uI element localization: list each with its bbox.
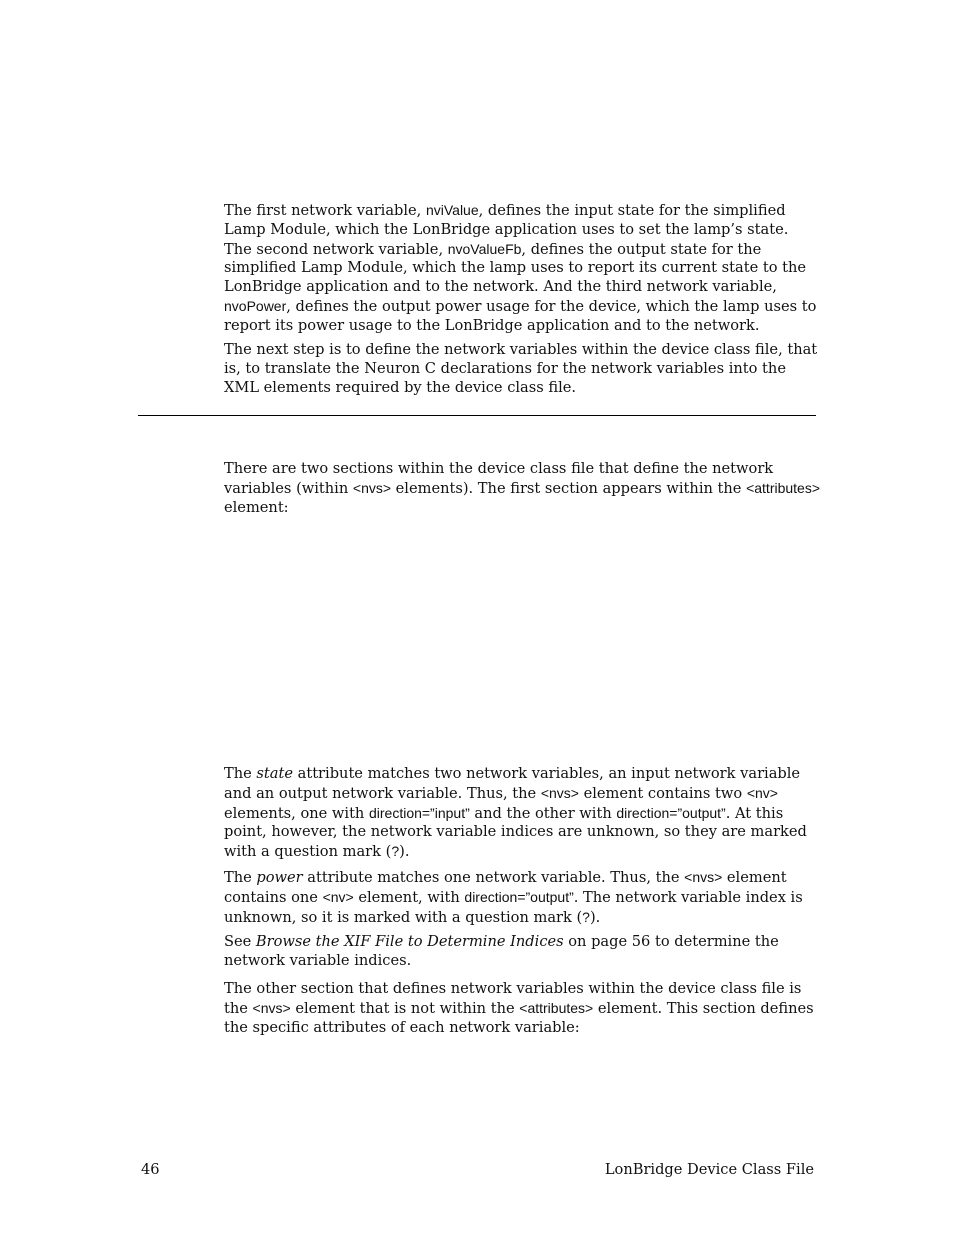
- text: The other section that defines network variables within the device class file is the: [224, 980, 802, 1017]
- text: elements). The first section appears within the: [391, 479, 747, 497]
- text: ).: [399, 843, 410, 861]
- text: elements, one with: [224, 804, 369, 822]
- code-term: <nv>: [322, 888, 354, 905]
- text: element, with: [353, 888, 465, 906]
- text: The: [224, 869, 257, 886]
- code-term: <nvs>: [252, 999, 291, 1016]
- paragraph-power-attribute: [224, 868, 820, 927]
- footer-title: LonBridge Device Class File: [604, 1161, 814, 1178]
- code-term: nviValue: [425, 202, 479, 218]
- text: The first network variable,: [224, 202, 426, 219]
- text: . The network variable index is unknown, so it is marked with a question mark (: [224, 888, 803, 926]
- paragraph-two-sections: [224, 460, 820, 517]
- text: element contains one: [224, 869, 787, 906]
- code-term: direction=”input”: [368, 804, 470, 821]
- italic-term: power: [256, 869, 303, 886]
- code-term: <nvs>: [684, 869, 723, 885]
- code-term: ?: [582, 908, 590, 925]
- code-term: <nvs>: [352, 479, 392, 496]
- code-term: <nv>: [746, 784, 778, 801]
- code-term: nvoPower: [224, 297, 287, 314]
- paragraph-see-reference: [224, 933, 820, 971]
- page-number: 46: [141, 1161, 160, 1178]
- text: There are two sections within the device class file that define the network variables (within: [224, 460, 774, 497]
- text: The: [224, 765, 257, 782]
- text: element contains two: [578, 784, 747, 802]
- text: and the other with: [469, 804, 617, 822]
- text: on page 56 to determine the network variable indices.: [224, 933, 779, 969]
- text: , defines the input state for the simplified Lamp Module, which the LonBridge application uses to set the lamp’s state. The second network variable,: [224, 202, 789, 258]
- paragraph-other-section: [224, 980, 820, 1037]
- text: . At this point, however, the network variable indices are unknown, so they are marked with a question mark (: [224, 804, 807, 861]
- text: , defines the output power usage for the device, which the lamp uses to report its power usage to the LonBridge application and to the network.: [224, 297, 817, 334]
- text: See: [224, 933, 256, 950]
- italic-term: state: [256, 765, 293, 782]
- text: ).: [589, 908, 601, 926]
- text: element. This section defines the specific attributes of each network variable:: [224, 999, 814, 1036]
- paragraph-network-variables-intro: [224, 201, 820, 336]
- code-term: <nvs>: [540, 784, 579, 801]
- code-term: <attributes>: [519, 999, 594, 1016]
- code-term: direction=”output”: [616, 804, 726, 821]
- text: attribute matches one network variable. Thus, the: [302, 869, 685, 886]
- code-term: <attributes>: [746, 479, 821, 496]
- text: The next step is to define the network variables within the device class file, that is, to translate the Neuron C declarations for the network variables into the XML elements required by the device class file.: [224, 341, 818, 396]
- code-term: nvoValueFb: [447, 240, 522, 257]
- paragraph-state-attribute: [224, 765, 820, 862]
- text: element:: [224, 498, 289, 516]
- text: element that is not within the: [290, 999, 520, 1017]
- paragraph-next-step: [224, 341, 820, 397]
- section-divider: [138, 415, 816, 416]
- text: attribute matches two network variables, an input network variable and an output network variable. Thus, the: [224, 765, 801, 802]
- code-term: direction=”output”: [464, 888, 574, 905]
- code-term: ?: [391, 843, 400, 860]
- cross-reference-link[interactable]: Browse the XIF File to Determine Indices: [255, 933, 564, 950]
- text: , defines the output state for the simplified Lamp Module, which the lamp uses to report its current state to the LonBridge application and to the network. And the third network variable,: [224, 240, 807, 296]
